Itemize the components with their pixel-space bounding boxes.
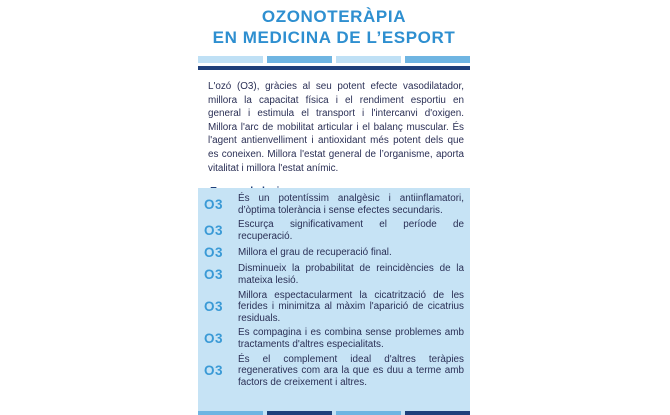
o3-marker: O3 <box>204 267 224 283</box>
decorative-stripe-top <box>198 56 470 63</box>
list-item <box>204 354 464 389</box>
list-item-text: És un potentíssim analgèsic i antiinflamatori, d’òptima tolerància i sense efectes secundaris. <box>238 193 464 216</box>
list-item <box>204 193 464 216</box>
list-item <box>204 245 464 260</box>
o3-marker: O3 <box>204 331 224 347</box>
o3-marker: O3 <box>204 197 224 213</box>
o3-marker: O3 <box>204 223 224 239</box>
lesions-list <box>198 188 470 415</box>
list-item-text: Escurça significativament el període de recuperació. <box>238 219 464 242</box>
list-item-text: Millora el grau de recuperació final. <box>238 247 392 259</box>
list-item <box>204 219 464 242</box>
list-item-text: És el complement ideal d'altres teràpies regeneratives com ara la que es duu a terme amb factors de creixement i altres. <box>238 353 464 388</box>
intro-paragraph: L'ozó (O3), gràcies al seu potent efecte vasodilatador, millora la capacitat física i el rendiment esportiu en general i estimula el transport i l'intercanvi d'oxigen. Millora l'arc de mobilitat articular i el balanç muscular. És l'agent antienvelliment i antioxidant més potent dels que es coneixen. Millora l'estat general de l’organisme, aporta vitalitat i millora l'estat anímic. <box>208 81 464 174</box>
title-line-1: OZONOTERÀPIA <box>261 7 407 26</box>
decorative-stripe-top-thin <box>198 66 470 70</box>
list-item-text: Millora espectacularment la cicatrització de les ferides i minimitza al màxim l'aparició de cicatrius residuals. <box>238 289 464 324</box>
o3-marker: O3 <box>204 245 224 261</box>
o3-marker: O3 <box>204 299 224 315</box>
title-line-2: EN MEDICINA DE L’ESPORT <box>212 28 456 47</box>
page-title <box>198 0 470 48</box>
list-item-text: Es compagina i es combina sense problemes amb tractaments d'altres especialitats. <box>238 327 464 350</box>
list-item-text: Disminueix la probabilitat de reincidències de la mateixa lesió. <box>238 263 464 286</box>
decorative-stripe-bottom <box>198 411 470 415</box>
list-item <box>204 263 464 286</box>
list-item <box>204 327 464 350</box>
o3-marker: O3 <box>204 363 224 379</box>
list-item <box>204 290 464 325</box>
ozone-therapy-panel <box>198 0 470 415</box>
